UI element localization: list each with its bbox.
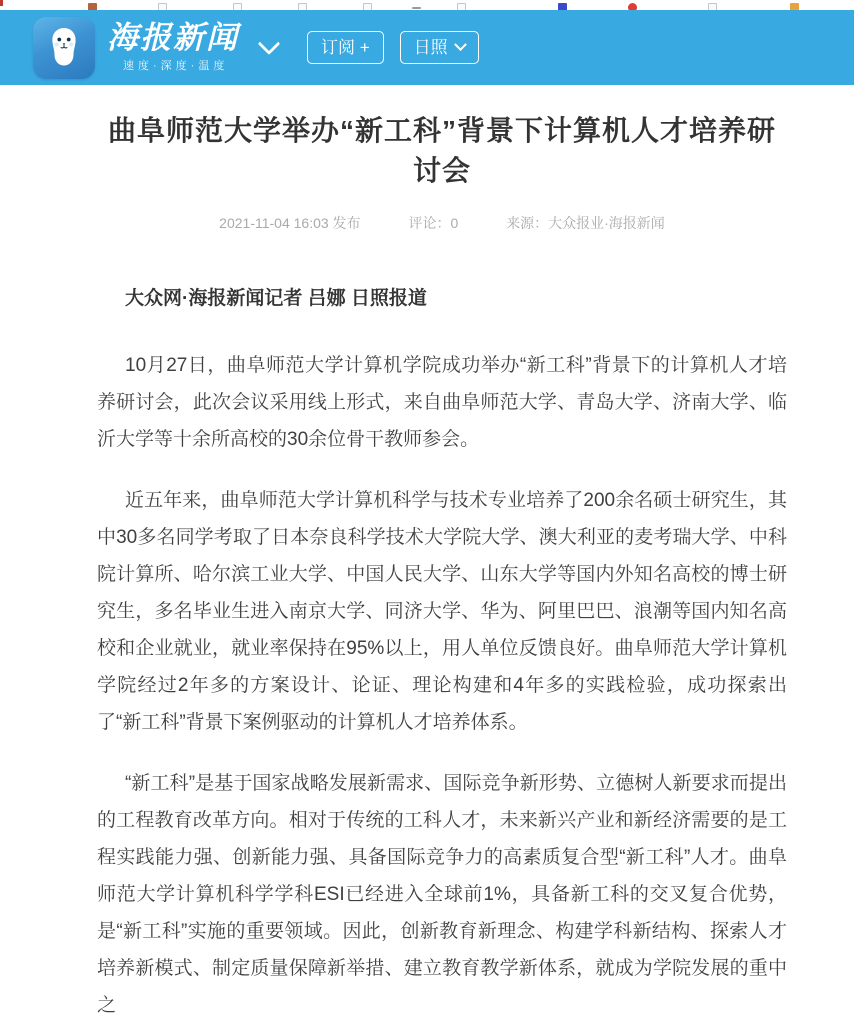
comments-link[interactable] bbox=[408, 215, 458, 231]
favicon-fragment-icon bbox=[158, 3, 167, 10]
article bbox=[97, 85, 787, 1024]
site-logo-title: 海报新闻 bbox=[107, 20, 239, 55]
article-title: 曲阜师范大学举办“新工科”背景下计算机人才培养研讨会 bbox=[107, 115, 776, 186]
favicon-fragment-icon bbox=[790, 3, 799, 10]
seal-mascot-icon bbox=[40, 21, 88, 74]
browser-favicon-strip bbox=[0, 0, 854, 10]
favicon-fragment-icon bbox=[0, 0, 3, 6]
favicon-fragment-icon bbox=[412, 7, 421, 9]
subscribe-button-label: 订阅 + bbox=[321, 38, 370, 57]
city-selector-button[interactable] bbox=[400, 31, 479, 64]
article-paragraph: 近五年来，曲阜师范大学计算机科学与技术专业培养了200余名硕士研究生，其中30多名同学考取了日本奈良科学技术大学院大学、澳大利亚的麦考瑞大学、中科院计算所、哈尔滨工业大学、中国人民大学、山东大学等国内外知名高校的博士研究生，多名毕业生进入南京大学、同济大学、华为、阿里巴巴、浪潮等国内知名高校和企业就业，就业率保持在95%以上，用人单位反馈良好。曲阜师范大学计算机学院经过2年多的方案设计、论证、理论构建和4年多的实践检验，成功探索出了“新工科”背景下案例驱动的计算机人才培养体系。 bbox=[97, 490, 787, 733]
source-label: 来源： bbox=[506, 215, 549, 231]
site-logo-text bbox=[107, 22, 239, 73]
article-meta bbox=[97, 215, 787, 231]
publish-time: 2021-11-04 16:03 发布 bbox=[219, 215, 361, 231]
article-source bbox=[506, 215, 665, 231]
favicon-fragment-icon bbox=[88, 3, 97, 10]
site-logo-tagline: 速度·深度·温度 bbox=[123, 60, 229, 72]
subscribe-button[interactable] bbox=[307, 31, 384, 64]
favicon-fragment-icon bbox=[558, 3, 567, 10]
chevron-down-icon bbox=[454, 38, 467, 51]
source-value: 大众报业·海报新闻 bbox=[548, 215, 665, 231]
site-logo[interactable] bbox=[33, 17, 239, 79]
city-selector-label: 日照 bbox=[413, 38, 448, 57]
favicon-fragment-icon bbox=[233, 3, 242, 10]
article-paragraph: “新工科”是基于国家战略发展新需求、国际竞争新形势、立德树人新要求而提出的工程教育改革方向。相对于传统的工科人才，未来新兴产业和新经济需要的是工程实践能力强、创新能力强、具备国际竞争力的高素质复合型“新工科”人才。曲阜师范大学计算机科学学科ESI已经进入全球前1%，具备新工科的交叉复合优势，是“新工科”实施的重要领域。因此，创新教育新理念、构建学科新结构、探索人才培养新模式、制定质量保障新举措、建立教育教学新体系，就成为学院发展的重中之 bbox=[97, 773, 787, 1016]
article-body bbox=[97, 347, 787, 1024]
site-header bbox=[0, 10, 854, 85]
comments-label: 评论： bbox=[408, 215, 451, 231]
favicon-fragment-icon bbox=[457, 3, 466, 10]
article-paragraph: 10月27日，曲阜师范大学计算机学院成功举办“新工科”背景下的计算机人才培养研讨会，此次会议采用线上形式，来自曲阜师范大学、青岛大学、济南大学、临沂大学等十余所高校的30余位骨干教师参会。 bbox=[97, 355, 787, 450]
header-collapse-chevron-icon[interactable] bbox=[258, 32, 281, 55]
site-logo-tile bbox=[33, 17, 95, 79]
comments-count: 0 bbox=[450, 215, 459, 231]
favicon-fragment-icon bbox=[363, 3, 372, 10]
favicon-fragment-icon bbox=[298, 3, 307, 10]
favicon-fragment-icon bbox=[708, 3, 717, 10]
article-byline: 大众网·海报新闻记者 吕娜 日照报道 bbox=[125, 288, 427, 309]
favicon-fragment-icon bbox=[628, 3, 637, 10]
